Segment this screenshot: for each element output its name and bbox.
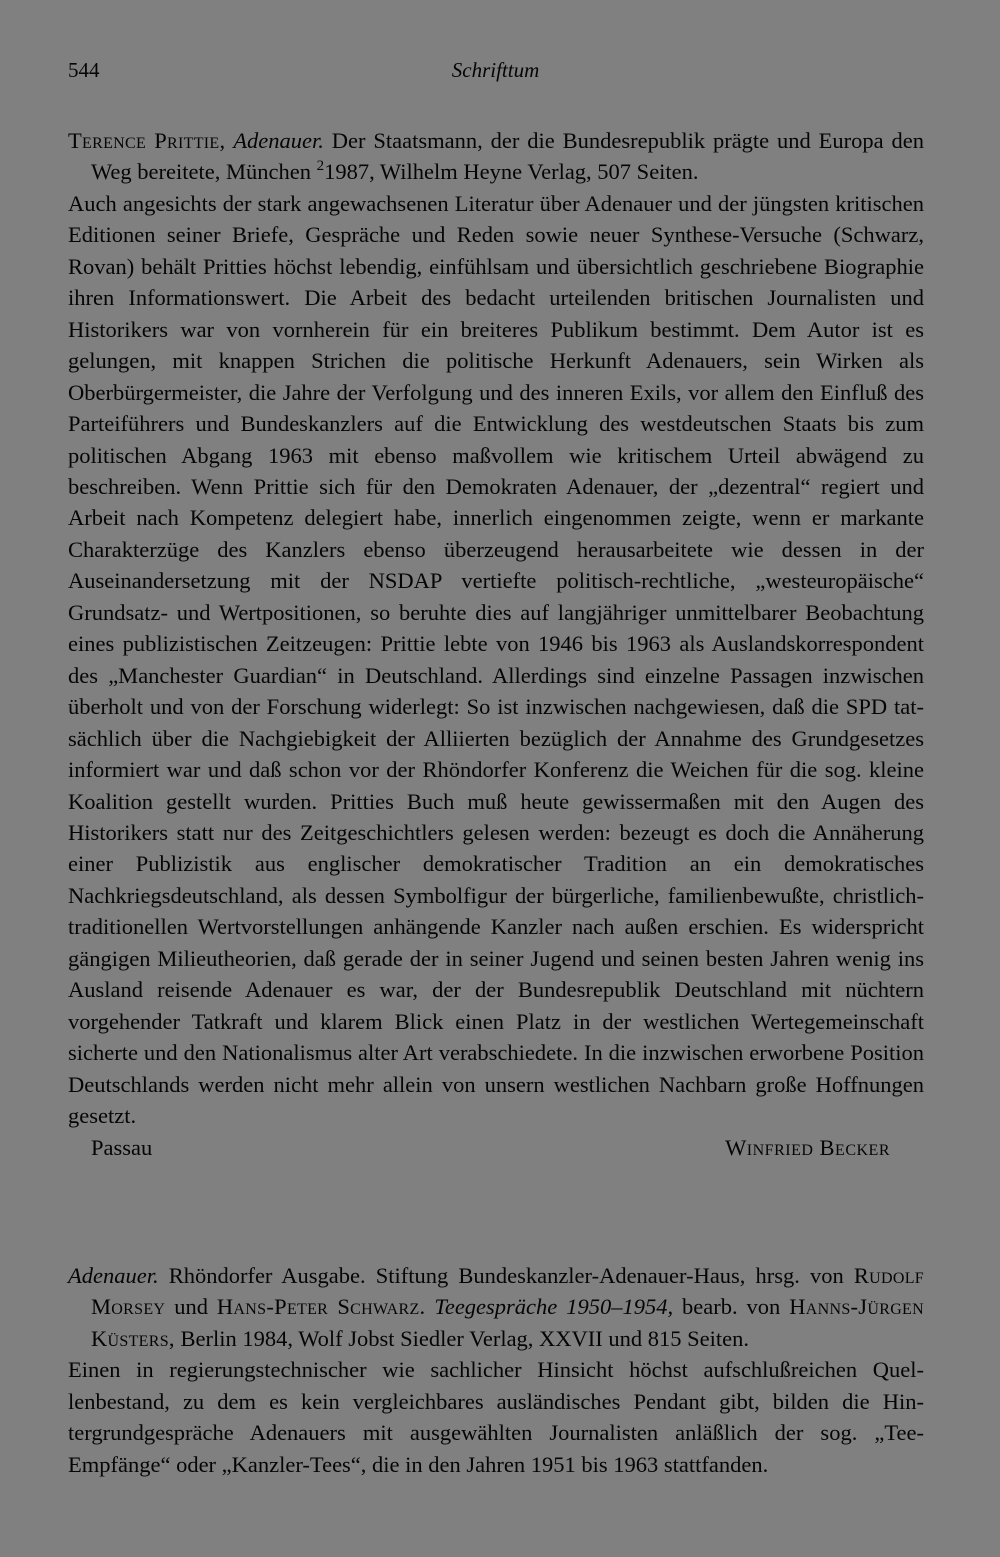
page-number: 544 xyxy=(68,58,100,82)
citation-text-end: 1987, Wilhelm Heyne Verlag, 507 Seiten. xyxy=(324,159,699,185)
running-head: Schrifttum xyxy=(451,58,540,82)
editor-name: Hanns-Jürgen Küsters, xyxy=(91,1294,924,1351)
citation-conjunction: und xyxy=(165,1294,217,1320)
review-prittie xyxy=(68,125,924,1163)
reviewer-name: Winfried Becker xyxy=(725,1134,890,1160)
volume-title: Teegespräche 1950–1954, xyxy=(425,1294,674,1320)
book-author: Terence Prittie, xyxy=(68,128,226,153)
reviewer-place: Passau xyxy=(91,1134,153,1160)
citation xyxy=(68,125,924,188)
editor-name: Hans-Peter Schwarz. xyxy=(216,1294,426,1320)
citation-text: Rhöndorfer Ausgabe. Stiftung Bundeskanzler-Adenauer-Haus, hrsg. von xyxy=(158,1263,854,1288)
citation-text: Der Staatsmann, der die Bundesrepublik prägte und Europa den Weg bereitete, München xyxy=(91,128,924,185)
book-title: Adenauer. xyxy=(233,128,324,153)
review-teegespraeche xyxy=(68,1260,924,1480)
series-title: Adenauer. xyxy=(68,1263,159,1288)
edition-superscript: 2 xyxy=(316,158,325,175)
page-header xyxy=(68,58,923,94)
citation xyxy=(68,1260,924,1354)
editor-name: Rudolf Morsey xyxy=(91,1263,924,1320)
review-body: Auch angesichts der stark angewachsenen Literatur über Adenauer und der jüngsten kritischen Editionen seiner Briefe, Gespräche und Reden sowie neuer Synthese-Versuche (Schwarz, Rovan) behält Pritties höchst lebendig, einfühlsam und übersichtlich geschriebene Biographie ihren Informationswert. Die Arbeit des bedacht urteilenden britischen Journalisten und Historikers war von vornherein für ein breiteres Publikum bestimmt. Dem Autor ist es gelungen, mit knappen Strichen die politische Herkunft Adenauers, sein Wirken als Oberbürgermeister, die Jahre der Verfolgung und des inneren Exils, vor allem den Einfluß des Parteiführers und Bundeskanzlers auf die Entwicklung des westdeutschen Staats bis zum politischen Abgang 1963 mit ebenso maßvollem wie kritischem Urteil abwägend zu beschreiben. Wenn Prittie sich für den Demokraten Adenauer, der „dezentral“ regiert und Arbeit nach Kompetenz delegiert habe, innerlich eingenommen zeigte, wenn er markante Charakterzüge des Kanzlers ebenso überzeugend herausarbeitete wie dessen in der Auseinandersetzung mit der NSDAP vertiefte politisch-rechtliche, „westeuropäische“ Grundsatz- und Wertpositionen, so beruhte dies auf langjähriger unmittelbarer Beobachtung eines publizistischen Zeitzeugen: Prittie lebte von 1946 bis 1963 als Auslandskorrespondent des „Manchester Guardian“ in Deutschland. Allerdings sind einzelne Passagen inzwischen überholt und von der Forschung widerlegt: So ist inzwischen nachgewiesen, daß die SPD tatsächlich über die Nachgiebigkeit der Alliierten bezüglich der Annahme des Grundgesetzes informiert war und daß schon vor der Rhöndorfer Konferenz die Weichen für die sog. kleine Koalition gestellt wurden. Pritties Buch muß heute gewissermaßen mit den Augen des Historikers statt nur des Zeitgeschichtlers gelesen werden: bezeugt es doch die Annäherung einer Publizistik aus englischer demokratischer Tradition an ein demokratisches Nachkriegsdeutschland, als dessen Symbolfigur der bürgerliche, familienbewußte, christlich-traditionellen Wertvorstellungen anhängende Kanzler nach außen erschien. Es widerspricht gängigen Milieutheorien, daß gerade der in seiner Jugend und seinen besten Jahren wenig ins Ausland reisende Adenauer es war, der der Bundesrepublik Deutschland mit nüchtern vorgehender Tatkraft und klarem Blick einen Platz in der westlichen Wertegemeinschaft sicherte und den Nationalismus alter Art verabschiedete. In die inzwischen erworbene Position Deutschlands werden nicht mehr allein von unsern westlichen Nachbarn große Hoffnungen gesetzt. xyxy=(68,190,924,1129)
citation-text-end: Berlin 1984, Wolf Jobst Siedler Verlag, XXVII und 815 Seiten. xyxy=(174,1325,750,1351)
citation-text: bearb. von xyxy=(673,1294,790,1320)
review-body: Einen in regierungstechnischer wie sachlicher Hinsicht höchst aufschlußreichen Quellenbestand, zu dem es kein vergleichbares ausländisches Pendant gibt, bilden die Hintergrundgespräche Adenauers mit ausgewählten Journalisten anläßlich der sog. „Tee-Empfänge“ oder „Kanzler-Tees“, die in den Jahren 1951 bis 1963 stattfanden. xyxy=(68,1357,924,1477)
review-signature xyxy=(68,1132,924,1163)
